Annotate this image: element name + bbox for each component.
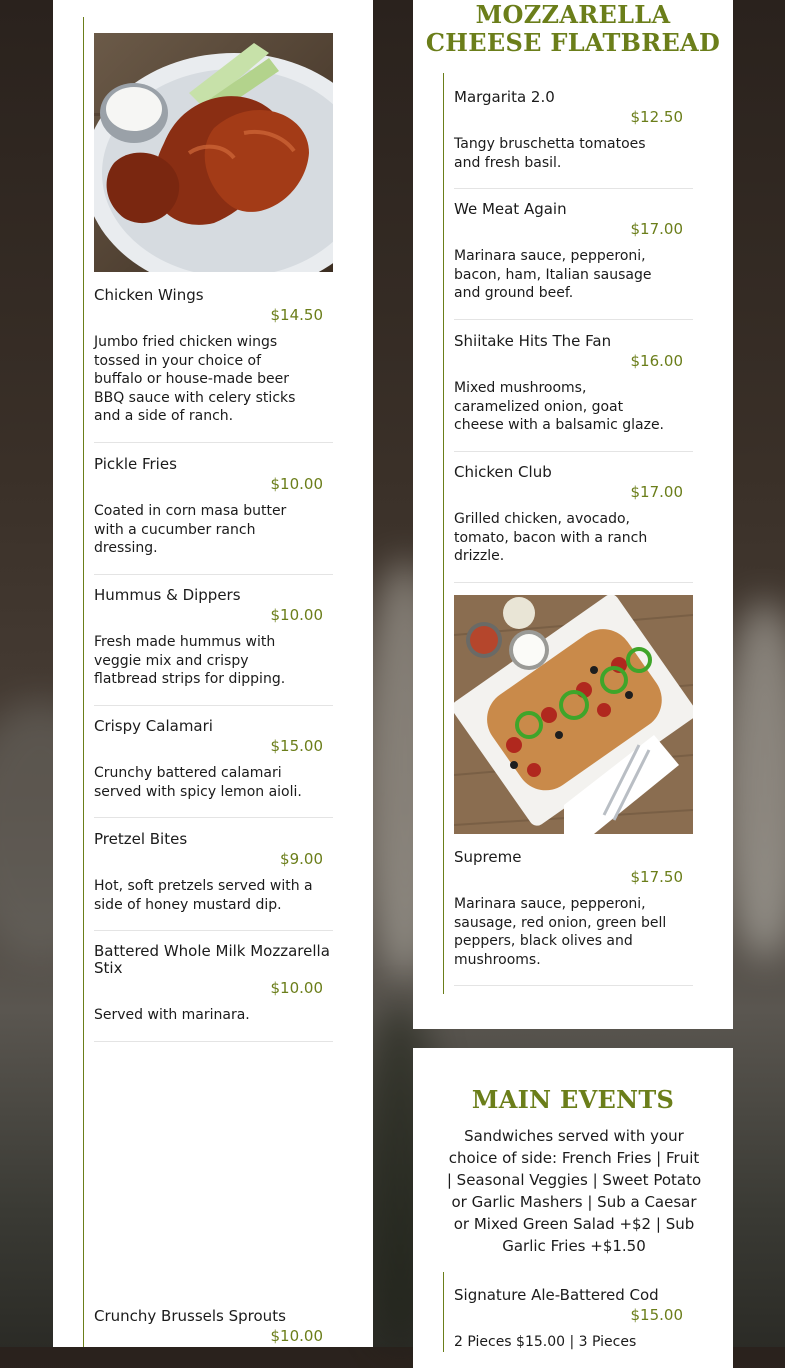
item-description: Served with marinara.	[94, 1007, 250, 1023]
item-price: $17.00	[630, 220, 683, 238]
item-name: We Meat Again	[454, 200, 567, 218]
menu-item-battered-whole-milk-mozzarella-stix	[94, 943, 333, 1042]
item-price: $12.50	[630, 108, 683, 126]
menu-item-shiitake-hits-the-fan	[454, 333, 693, 452]
menu-item-signature-ale-battered-cod	[454, 1287, 693, 1352]
section-title-line2: CHEESE FLATBREAD	[425, 28, 721, 57]
item-name: Pretzel Bites	[94, 830, 188, 848]
item-price: $10.00	[270, 979, 323, 997]
menu-item-chicken-wings	[94, 287, 333, 443]
menu-item-crunchy-brussels-sprouts	[94, 1308, 333, 1345]
chicken-wings-photo	[94, 33, 333, 272]
item-price: $14.50	[270, 306, 323, 324]
menu-item-pickle-fries	[94, 456, 333, 575]
item-description: Marinara sauce, pepperoni, sausage, red onion, green bell peppers, black olives and mushrooms.	[454, 896, 667, 968]
item-description: 2 Pieces $15.00 | 3 Pieces	[454, 1334, 637, 1350]
item-price: $17.50	[630, 868, 683, 886]
item-description: Mixed mushrooms, caramelized onion, goat cheese with a balsamic glaze.	[454, 380, 665, 434]
item-price: $10.00	[270, 1327, 323, 1345]
menu-item-we-meat-again	[454, 201, 693, 320]
item-price: $10.00	[270, 475, 323, 493]
menu-item-supreme	[454, 849, 693, 986]
left-accent-rail	[83, 17, 84, 1347]
main-events-intro: Sandwiches served with your choice of side: French Fries | Fruit | Seasonal Veggies | Sweet Potato or Garlic Mashers | Sub a Caesar or Mixed Green Salad +$2 | Sub Garlic Fries +$1.50	[446, 1127, 702, 1255]
item-description: Hot, soft pretzels served with a side of honey mustard dip.	[94, 878, 313, 913]
item-description: Tangy bruschetta tomatoes and fresh basil.	[454, 136, 646, 171]
menu-item-crispy-calamari	[94, 718, 333, 818]
item-name: Battered Whole Milk Mozzarella Stix	[94, 942, 330, 977]
item-price: $15.00	[270, 737, 323, 755]
item-name: Margarita 2.0	[454, 88, 555, 106]
item-name: Shiitake Hits The Fan	[454, 332, 612, 350]
item-price: $10.00	[270, 606, 323, 624]
item-name: Chicken Wings	[94, 286, 204, 304]
item-name: Crispy Calamari	[94, 717, 213, 735]
menu-item-margarita-2-0	[454, 89, 693, 189]
item-description: Crunchy battered calamari served with spicy lemon aioli.	[94, 765, 302, 800]
item-description: Jumbo fried chicken wings tossed in your choice of buffalo or house-made beer BBQ sauce with celery sticks and a side of ranch.	[94, 334, 296, 425]
supreme-flatbread-photo	[454, 595, 693, 834]
right-accent-rail	[443, 73, 444, 994]
menu-item-chicken-club	[454, 464, 693, 583]
item-name: Pickle Fries	[94, 455, 177, 473]
item-name: Supreme	[454, 848, 522, 866]
item-price: $9.00	[280, 850, 323, 868]
menu-item-pretzel-bites	[94, 831, 333, 931]
item-name: Chicken Club	[454, 463, 552, 481]
section-title-line1: MOZZARELLA	[475, 0, 671, 29]
item-description: Grilled chicken, avocado, tomato, bacon with a ranch drizzle.	[454, 511, 648, 565]
item-price: $15.00	[630, 1306, 683, 1324]
item-name: Hummus & Dippers	[94, 586, 241, 604]
section-title-flatbread	[413, 1, 733, 57]
item-name: Crunchy Brussels Sprouts	[94, 1307, 286, 1325]
item-price: $16.00	[630, 352, 683, 370]
item-description: Fresh made hummus with veggie mix and crispy flatbread strips for dipping.	[94, 634, 286, 688]
item-description: Marinara sauce, pepperoni, bacon, ham, Italian sausage and ground beef.	[454, 248, 652, 302]
item-description: Coated in corn masa butter with a cucumber ranch dressing.	[94, 503, 287, 557]
main-events-accent-rail	[443, 1272, 444, 1352]
item-name: Signature Ale-Battered Cod	[454, 1286, 659, 1304]
item-price: $17.00	[630, 483, 683, 501]
section-title-main-events: MAIN EVENTS	[471, 1085, 675, 1114]
menu-item-hummus-dippers	[94, 587, 333, 706]
